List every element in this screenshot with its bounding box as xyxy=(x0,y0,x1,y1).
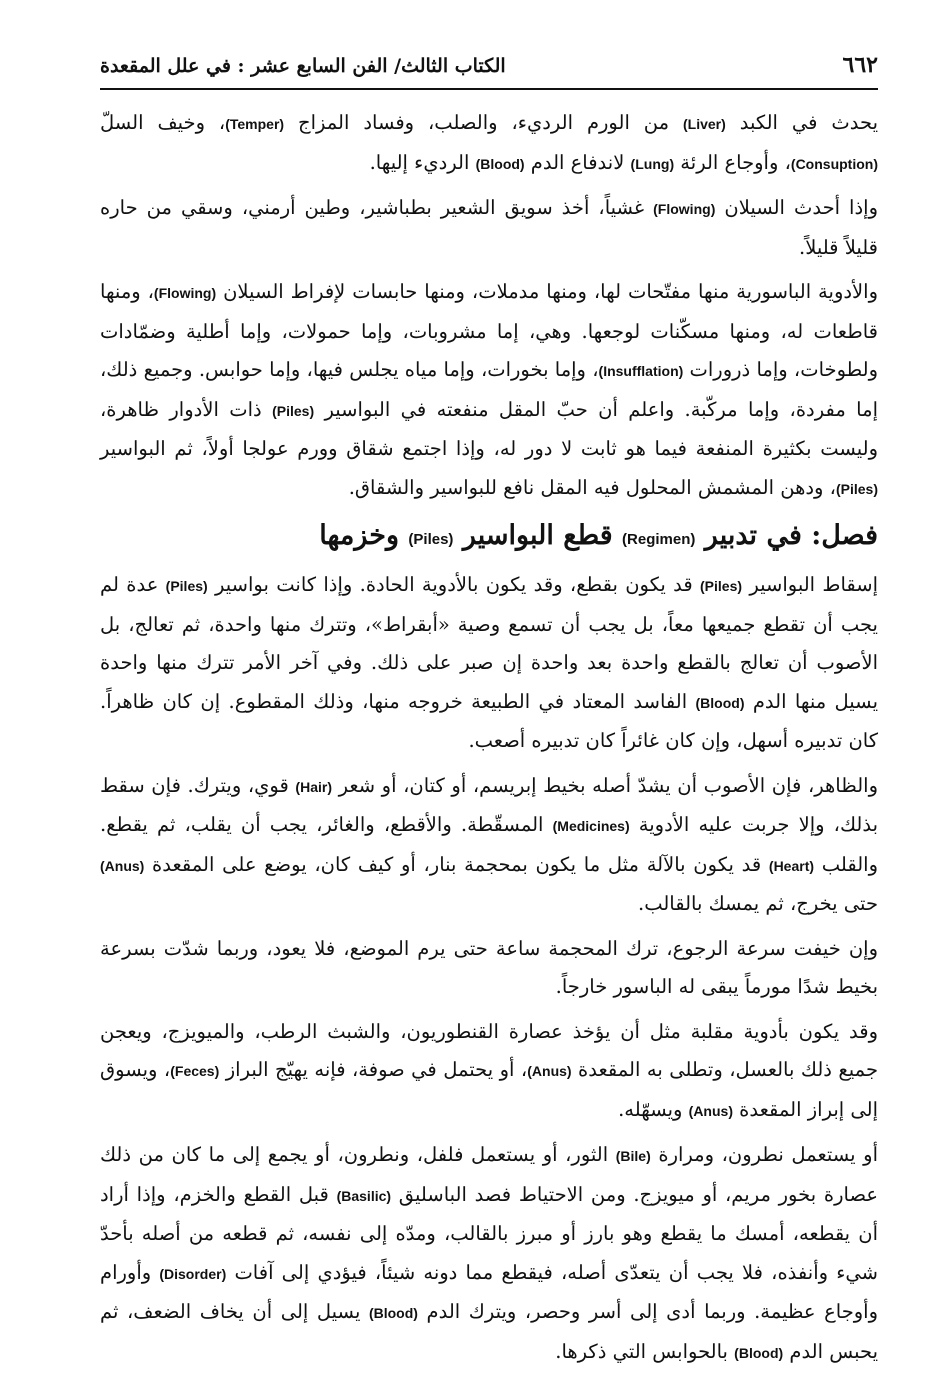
paragraph: والأدوية الباسورية منها مفتّحات لها، ومنها مدملات، ومنها حابسات لإفراط السيلان (Flowing)، ومنها قاطعات له، ومنها مسكّنات لوجعها. وهي، إما مشروبات، وإما حمولات، وإما أطلية وضمّادات ولطوخات، وإما ذرورات (Insufflation)، وإما بخورات، وإما مياه يجلس فيها، وإما حوابس. وجميع ذلك، إما مفردة، وإما مركّبة. واعلم أن حبّ المقل منفعته في البواسير (Piles) ذات الأدوار ظاهرة، وليست بكثيرة المنفعة فيما هو ثابت لا دور له، وإذا اجتمع شقاق وورم عولجا أولاً، ثم البواسير (Piles)، ودهن المشمش المحلول فيه المقل نافع للبواسير والشقاق. xyxy=(100,280,879,499)
english-term: (Hair) xyxy=(295,778,332,795)
english-term: (Disorder) xyxy=(159,1265,227,1282)
section-title: فصل: في تدبير (Regimen) قطع البواسير (Piles) وخزمها xyxy=(319,520,878,551)
english-term: (Anus) xyxy=(527,1063,572,1079)
page-body xyxy=(100,104,878,1372)
english-term: (Blood) xyxy=(695,694,745,711)
english-term: (Anus) xyxy=(100,857,145,874)
english-term: (Blood) xyxy=(475,155,525,172)
english-term: (Temper) xyxy=(225,116,285,132)
english-term: (Heart) xyxy=(768,857,815,874)
english-term: (Blood) xyxy=(734,1344,784,1361)
english-term: (Flowing) xyxy=(653,201,716,217)
english-term: (Basilic) xyxy=(336,1187,392,1204)
paragraph: وإذا أحدث السيلان (Flowing) غشياً، أخذ سويق الشعير بطباشير، وطين أرمني، وسقي من حاره قليلاً قليلاً. xyxy=(100,196,878,259)
page-header xyxy=(100,52,878,90)
english-term: (Liver) xyxy=(683,116,726,132)
english-term: (Insufflation) xyxy=(598,363,684,379)
paragraph: والظاهر، فإن الأصوب أن يشدّ أصله بخيط إبريسم، أو كتان، أو شعر (Hair) قوي، ويترك. فإن سقط بذلك، وإلا جربت عليه الأدوية (Medicines) المسقّطة. والأقطع، والغائر، يجب أن يقلب، ثم يقطع. والقلب (Heart) قد يكون بالآلة مثل ما يكون بمحجمة بنار، أو كيف كان، يوضع على المقعدة (Anus) حتى يخرج، ثم يمسك بالقالب. xyxy=(100,773,878,915)
page-number: ٦٦٢ xyxy=(842,52,878,78)
english-term: (Lung) xyxy=(630,155,675,172)
english-term: (Blood) xyxy=(368,1305,418,1321)
english-term: (Piles) xyxy=(165,578,208,594)
paragraph: وإن خيفت سرعة الرجوع، ترك المحجمة ساعة حتى يرم الموضع، فلا يعود، وربما شدّت بسرعة بخيط شدًا مورماً يبقى له الباسور خارجاً. xyxy=(100,936,878,998)
english-term: (Consuption) xyxy=(790,155,878,172)
paragraph: إسقاط البواسير (Piles) قد يكون بقطع، وقد يكون بالأدوية الحادة. وإذا كانت بواسير (Piles) عدة لم يجب أن تقطع جميعها معاً، بل يجب أن تسمع وصية «أبقراط»، وتترك منها واحدة، ثم تعالج، بل الأصوب أن تعالج بالقطع واحدة بعد واحدة إن صبر على ذلك. وفي آخر الأمر تترك منها واحدة يسيل منها الدم (Blood) الفاسد المعتاد في الطبيعة خروجه منها، وذلك المقطوع. إن كان ظاهراً. كان تدبيره أسهل، وإن كان غائراً كان تدبيره أصعب. xyxy=(100,573,879,752)
running-head: الكتاب الثالث/ الفن السابع عشر : في علل المقعدة xyxy=(100,55,506,77)
english-term: (Piles) xyxy=(272,402,315,419)
english-term: (Piles) xyxy=(700,578,743,594)
english-term: (Regimen) xyxy=(622,531,696,548)
english-term: (Piles) xyxy=(408,531,454,548)
english-term: (Piles) xyxy=(835,480,878,497)
english-term: (Medicines) xyxy=(552,818,630,834)
english-term: (Flowing) xyxy=(153,285,217,301)
english-term: (Feces) xyxy=(170,1063,220,1079)
english-term: (Anus) xyxy=(688,1102,733,1119)
paragraph: أو يستعمل نطرون، ومرارة (Bile) الثور، أو يستعمل فلفل، ونطرون، أو يجمع إلى ما كان من ذلك عصارة بخور مريم، أو ميويزج. ومن الاحتياط فصد الباسليق (Basilic) قبل القطع والخزم، وإذا أراد أن يقطعه، أمسك ما يقطع وهو بارز أو مبرز بالقالب، ومدّه إلى نفسه، ثم قطعه من أصله بأحدّ شيء وأنفذه، فلا يجب أن يتعدّى أصله، فيقطع مما دونه شيئاً، فيؤدي إلى آفات (Disorder) وأورام وأوجاع عظيمة. وربما أدى إلى أسر وحصر، ويترك الدم (Blood) يسيل إلى أن يخاف الضعف، ثم يحبس الدم (Blood) بالحوابس التي ذكرها. xyxy=(100,1143,878,1363)
paragraph: وقد يكون بأدوية مقلبة مثل أن يؤخذ عصارة القنطوريون، والشبث الرطب، والميويزج، ويعجن جميع ذلك بالعسل، وتطلى به المقعدة (Anus)، أو يحتمل في صوفة، فإنه يهيّج البراز (Feces)، ويسوق إلى إبراز المقعدة (Anus) ويسهّله. xyxy=(100,1019,878,1121)
english-term: (Bile) xyxy=(615,1148,651,1164)
paragraph: يحدث في الكبد (Liver) من الورم الرديء، والصلب، وفساد المزاج (Temper)، وخيف السلّ (Consuption)، وأوجاع الرئة (Lung) لاندفاع الدم (Blood) الرديء إليها. xyxy=(100,111,878,174)
